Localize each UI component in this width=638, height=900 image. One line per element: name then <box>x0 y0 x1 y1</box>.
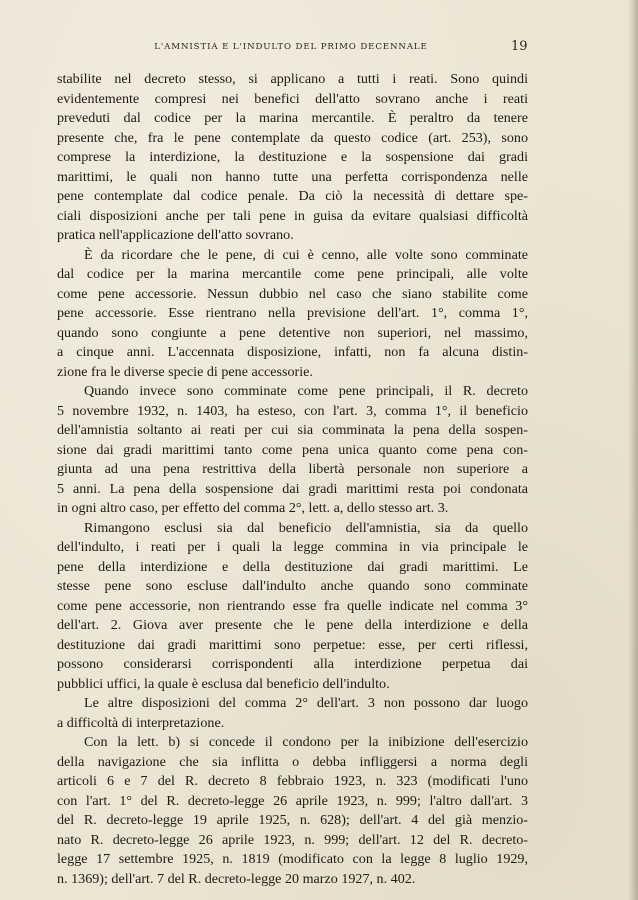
text-line: marittimi, le quali non hanno tutte una perfetta corrispondenza nelle <box>57 168 528 185</box>
text-line: pratica nell'applicazione dell'atto sovrano. <box>57 227 294 243</box>
text-line: dell'amnistia soltanto ai reati per cui sia comminata la pena della sospen- <box>57 422 528 438</box>
page-number: 19 <box>511 39 528 54</box>
text-line: Le altre disposizioni del comma 2° dell'art. 3 non possono dar luogo <box>84 695 528 711</box>
text-line: legge 17 settembre 1925, n. 1819 (modificato con la legge 8 luglio 1929, <box>57 851 528 867</box>
running-head: L'AMNISTIA E L'INDULTO DEL PRIMO DECENNALE <box>154 42 428 52</box>
text-line: Con la lett. b) si concede il condono per la inibizione dell'esercizio <box>84 734 528 750</box>
text-line: comprese la interdizione, la destituzione e la sospensione dai gradi <box>57 149 528 165</box>
text-line: come pene accessorie. Nessun dubbio nel caso che siano stabilite come <box>57 285 528 302</box>
text-line: Rimangono esclusi sia dal beneficio dell'amnistia, sia da quello <box>84 519 528 536</box>
text-line: come pene accessorie, non rientrando esse fra quelle indicate nel comma 3° <box>57 597 528 614</box>
paragraph <box>57 519 528 695</box>
paragraph <box>57 694 528 733</box>
text-line: articoli 6 e 7 del R. decreto 8 febbraio 1923, n. 323 (modificati l'uno <box>57 773 528 789</box>
text-line: ciali disposizioni anche per tali pene in guisa da evitare qualsiasi difficoltà <box>57 207 528 224</box>
text-line: 5 novembre 1932, n. 1403, ha esteso, con l'art. 3, comma 1°, il beneficio <box>57 402 528 419</box>
text-line: Quando invece sono comminate come pene principali, il R. decreto <box>84 383 528 399</box>
text-line: dell'art. 2. Giova aver presente che le pene della interdizione e della <box>57 617 528 633</box>
text-line: È da ricordare che le pene, di cui è cenno, alle volte sono comminate <box>84 246 528 263</box>
body-text <box>57 70 528 889</box>
paragraph <box>57 382 528 519</box>
text-line: pene contemplate dal codice penale. Da ciò la necessità di dettare spe- <box>57 188 528 204</box>
text-line: stesse pene sono escluse dall'indulto anche quando sono comminate <box>57 578 528 594</box>
text-line: destituzione dai gradi marittimi sono perpetue: esse, per certi riflessi, <box>57 636 528 653</box>
text-line: con l'art. 1° del R. decreto-legge 26 aprile 1923, n. 999; l'altro dall'art. 3 <box>57 792 528 809</box>
text-line: n. 1369); dell'art. 7 del R. decreto-legge 20 marzo 1927, n. 402. <box>57 870 416 887</box>
text-line: nato R. decreto-legge 26 aprile 1923, n. 999; dell'art. 12 del R. decreto- <box>57 831 528 848</box>
text-line: dal codice per la marina mercantile come pene principali, alle volte <box>57 266 528 282</box>
text-line: preveduti dal codice per la marina mercantile. È peraltro da tenere <box>57 110 528 126</box>
text-line: pubblici uffici, la quale è esclusa dal beneficio dell'indulto. <box>57 675 390 692</box>
text-line: stabilite nel decreto stesso, si applicano a tutti i reati. Sono quindi <box>57 71 528 87</box>
text-line: presente che, fra le pene contemplate da questo codice (art. 253), sono <box>57 129 528 146</box>
paragraph <box>57 70 528 246</box>
text-line: giunta ad una pena restrittiva della libertà personale non superiore a <box>57 461 528 477</box>
text-line: della navigazione che sia inflitta o debba infliggersi a norma degli <box>57 753 528 770</box>
text-line: a cinque anni. L'accennata disposizione, infatti, non fa alcuna distin- <box>57 344 528 360</box>
text-line: sione dai gradi marittimi tanto come pena unica quanto come pena con- <box>57 441 528 458</box>
text-line: zione fra le diverse specie di pene accessorie. <box>57 363 313 380</box>
text-line: del R. decreto-legge 19 aprile 1925, n. 628); dell'art. 4 del già menzio- <box>57 812 528 828</box>
text-line: pene accessorie. Esse rientrano nella previsione dell'art. 1°, comma 1°, <box>57 305 528 321</box>
text-line: in ogni altro caso, per effetto del comma 2°, lett. a, dello stesso art. 3. <box>57 500 449 516</box>
text-line: a difficoltà di interpretazione. <box>57 714 225 731</box>
text-line: pene della interdizione e della destituzione dai gradi marittimi. Le <box>57 558 528 575</box>
text-line: evidentemente compresi nei benefici dell'atto sovrano anche i reati <box>57 90 528 107</box>
page-header <box>56 39 528 60</box>
text-line: quando sono congiunte a pene detentive non superiori, nel massimo, <box>57 324 528 341</box>
text-line: dell'indulto, i reati per i quali la legge commina in via principale le <box>57 539 528 555</box>
text-line: possono considerarsi corrispondenti alla interdizione perpetua dai <box>57 656 528 672</box>
paragraph <box>57 246 528 383</box>
text-line: 5 anni. La pena della sospensione dai gradi marittimi resta poi condonata <box>57 480 528 497</box>
paragraph <box>57 733 528 889</box>
